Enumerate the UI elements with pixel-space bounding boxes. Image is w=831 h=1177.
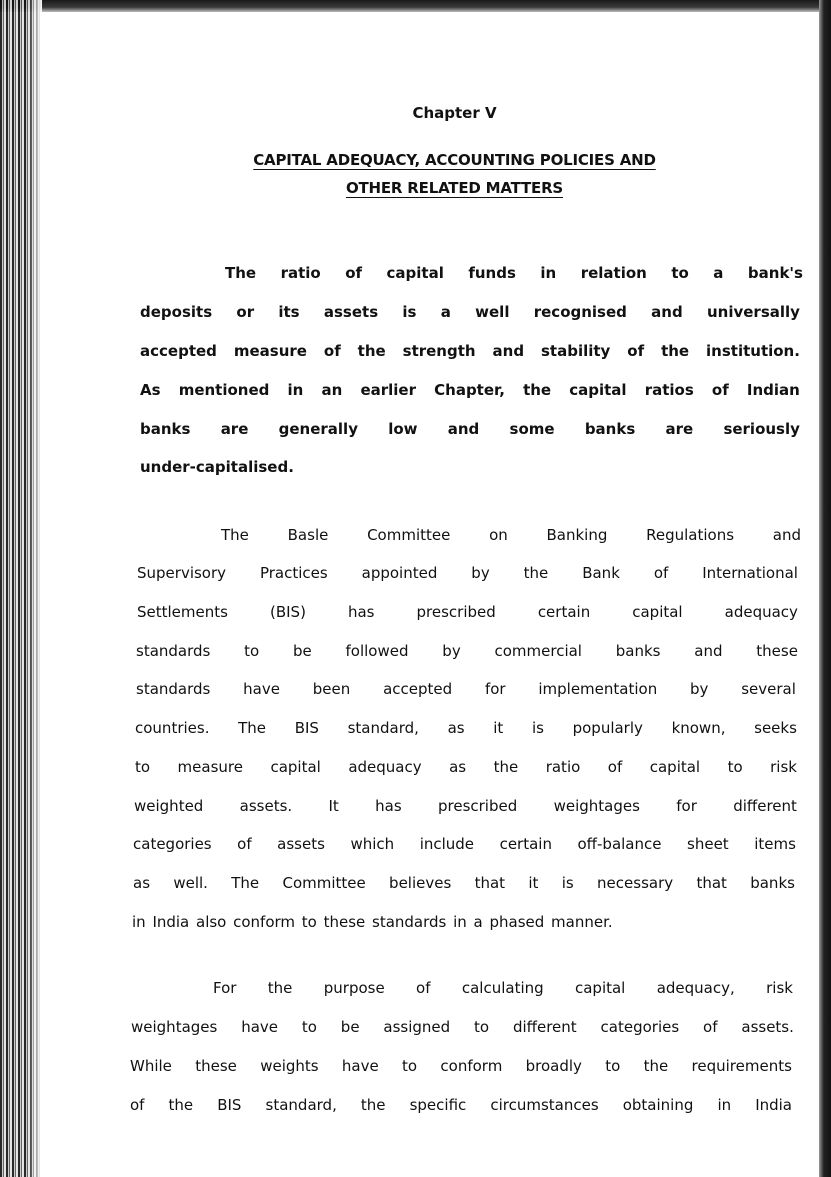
word: be <box>292 642 312 660</box>
word: countries. <box>135 719 210 737</box>
word: weightages <box>553 797 640 815</box>
word: banks <box>584 420 636 438</box>
word: are <box>220 420 249 438</box>
word: believes <box>389 874 452 892</box>
word: capital <box>270 758 321 776</box>
word: banks <box>615 642 661 660</box>
word: Basle <box>287 526 329 544</box>
word: are <box>665 420 694 438</box>
paragraph-1-line-5 <box>140 420 800 438</box>
word: It <box>328 797 339 815</box>
paragraph-2-line-10 <box>133 874 795 892</box>
word: and <box>772 526 801 544</box>
word: conform <box>440 1057 503 1075</box>
word: sheet <box>687 835 729 853</box>
word: measure <box>233 342 307 360</box>
word: for <box>676 797 697 815</box>
word: of <box>416 979 431 997</box>
paragraph-1-line-1 <box>225 264 803 282</box>
word: Chapter, <box>434 381 505 399</box>
word: India <box>152 913 190 931</box>
word: its <box>278 303 300 321</box>
word: followed <box>345 642 409 660</box>
paragraph-2-line-3 <box>137 603 798 621</box>
word: Banking <box>546 526 608 544</box>
word: ratio <box>280 264 321 282</box>
word: assigned <box>383 1018 451 1036</box>
word: has <box>375 797 402 815</box>
word: of <box>653 564 669 582</box>
word: obtaining <box>622 1096 694 1114</box>
word: of <box>703 1018 718 1036</box>
word: is <box>531 719 544 737</box>
word: banks <box>750 874 795 892</box>
word: institution. <box>706 342 800 360</box>
word: as <box>133 874 151 892</box>
word: assets. <box>741 1018 794 1036</box>
word: has <box>347 603 375 621</box>
word: well. <box>173 874 208 892</box>
word: risk <box>766 979 793 997</box>
paragraph-3-line-1 <box>213 979 793 997</box>
word: to <box>474 1018 490 1036</box>
word: popularly <box>572 719 643 737</box>
word: strength <box>402 342 476 360</box>
word: weighted <box>134 797 204 815</box>
word: The <box>221 526 249 544</box>
word: on <box>489 526 508 544</box>
word: implementation <box>538 680 658 698</box>
word: off-balance <box>577 835 662 853</box>
word: standard, <box>265 1096 337 1114</box>
word: deposits <box>140 303 213 321</box>
word: and <box>694 642 723 660</box>
word: Supervisory <box>137 564 227 582</box>
word: mentioned <box>178 381 270 399</box>
paragraph-1-line-3 <box>140 342 800 360</box>
paragraph-1-line-2 <box>140 303 800 321</box>
word: have <box>241 1018 279 1036</box>
word: (BIS) <box>269 603 306 621</box>
word: relation <box>580 264 647 282</box>
word: seriously <box>723 420 800 438</box>
word: to <box>605 1057 621 1075</box>
word: the <box>523 381 552 399</box>
word: items <box>754 835 796 853</box>
word: Regulations <box>646 526 735 544</box>
word: measure <box>177 758 243 776</box>
word: categories <box>133 835 212 853</box>
word: to <box>244 642 260 660</box>
word: the <box>357 342 386 360</box>
word: Bank <box>582 564 620 582</box>
word: have <box>341 1057 379 1075</box>
word: several <box>741 680 796 698</box>
word: circumstances <box>490 1096 599 1114</box>
word: the <box>168 1096 194 1114</box>
word: ratio <box>545 758 581 776</box>
word: the <box>267 979 293 997</box>
word: the <box>661 342 690 360</box>
paragraph-2-line-11 <box>132 913 795 931</box>
word: in <box>453 913 467 931</box>
word: of <box>345 264 363 282</box>
word: standard, <box>347 719 419 737</box>
word: as <box>449 758 467 776</box>
word: While <box>130 1057 172 1075</box>
word: For <box>213 979 237 997</box>
word: assets. <box>239 797 293 815</box>
word: weights <box>260 1057 319 1075</box>
word: universally <box>706 303 800 321</box>
word: seeks <box>754 719 797 737</box>
word: that <box>474 874 506 892</box>
word: prescribed <box>416 603 496 621</box>
word: accepted <box>140 342 217 360</box>
word: have <box>243 680 280 698</box>
word: for <box>484 680 506 698</box>
word: certain <box>537 603 591 621</box>
word: is <box>402 303 417 321</box>
word: to <box>301 1018 317 1036</box>
word: earlier <box>360 381 416 399</box>
word: Committee <box>367 526 451 544</box>
paragraph-2-line-8 <box>134 797 797 815</box>
word: in <box>287 381 304 399</box>
chapter-label: Chapter V <box>412 104 497 122</box>
word: The <box>225 264 257 282</box>
word: prescribed <box>437 797 518 815</box>
paragraph-2-line-6 <box>135 719 797 737</box>
word: India <box>755 1096 792 1114</box>
word: in <box>540 264 557 282</box>
word: of <box>627 342 645 360</box>
word: appointed <box>361 564 438 582</box>
document-page <box>40 12 819 1177</box>
word: broadly <box>525 1057 582 1075</box>
word: certain <box>499 835 552 853</box>
word: weightages <box>131 1018 218 1036</box>
word: the <box>523 564 549 582</box>
word: of <box>130 1096 145 1114</box>
word: different <box>733 797 797 815</box>
word: that <box>696 874 727 892</box>
word: a <box>713 264 724 282</box>
word: of <box>323 342 341 360</box>
word: BIS <box>217 1096 242 1114</box>
word: standards <box>136 642 211 660</box>
word: purpose <box>323 979 385 997</box>
paragraph-2-line-9 <box>133 835 796 853</box>
word: Practices <box>259 564 328 582</box>
word: a <box>440 303 451 321</box>
word: manner. <box>551 913 613 931</box>
word: phased <box>489 913 545 931</box>
word: it <box>493 719 504 737</box>
word: specific <box>409 1096 467 1114</box>
word: is <box>561 874 574 892</box>
word: by <box>471 564 490 582</box>
word: include <box>419 835 475 853</box>
word: the <box>360 1096 386 1114</box>
word: risk <box>770 758 797 776</box>
word: and <box>447 420 480 438</box>
chapter-title-line-1: CAPITAL ADEQUACY, ACCOUNTING POLICIES AND <box>253 151 656 169</box>
scan-top-border <box>0 0 831 12</box>
word: to <box>402 1057 418 1075</box>
word: the <box>493 758 519 776</box>
paragraph-2-line-7 <box>135 758 797 776</box>
word: low <box>388 420 418 438</box>
word: generally <box>278 420 358 438</box>
word: adequacy <box>724 603 798 621</box>
paragraph-3-line-3 <box>130 1057 792 1075</box>
word: of <box>711 381 729 399</box>
paragraph-2-line-1 <box>221 526 801 544</box>
word: capital <box>569 381 627 399</box>
word: known, <box>671 719 726 737</box>
word: assets <box>277 835 325 853</box>
word: of <box>237 835 252 853</box>
word: to <box>301 913 317 931</box>
paragraph-1-line-4 <box>140 381 800 399</box>
word: The <box>231 874 260 892</box>
word: and <box>492 342 525 360</box>
word: it <box>528 874 539 892</box>
paragraph-2-line-5 <box>136 680 796 698</box>
word: which <box>350 835 395 853</box>
word: the <box>643 1057 669 1075</box>
word: commercial <box>494 642 582 660</box>
word: of <box>607 758 623 776</box>
word: and <box>651 303 683 321</box>
paragraph-2-line-2 <box>137 564 798 582</box>
word: Settlements <box>137 603 228 621</box>
word: by <box>690 680 709 698</box>
word: in <box>132 913 146 931</box>
word: to <box>671 264 689 282</box>
word: ratios <box>644 381 694 399</box>
word: these <box>323 913 366 931</box>
word: capital <box>649 758 701 776</box>
word: As <box>140 381 161 399</box>
word: under-capitalised. <box>140 458 294 476</box>
word: bank's <box>747 264 803 282</box>
word: accepted <box>383 680 453 698</box>
word: International <box>702 564 798 582</box>
word: The <box>238 719 267 737</box>
paragraph-1-line-6 <box>140 458 800 476</box>
scan-right-border <box>819 0 831 1177</box>
word: these <box>195 1057 237 1075</box>
word: assets <box>323 303 379 321</box>
word: by <box>442 642 461 660</box>
word: funds <box>468 264 516 282</box>
word: categories <box>600 1018 680 1036</box>
word: to <box>727 758 743 776</box>
word: these <box>756 642 798 660</box>
paragraph-3-line-2 <box>131 1018 794 1036</box>
word: Committee <box>282 874 366 892</box>
word: conform <box>233 913 296 931</box>
paragraph-3-line-4 <box>130 1096 792 1114</box>
word: also <box>196 913 227 931</box>
word: capital <box>386 264 444 282</box>
word: BIS <box>294 719 319 737</box>
word: calculating <box>461 979 544 997</box>
word: an <box>321 381 343 399</box>
word: some <box>509 420 555 438</box>
word: requirements <box>691 1057 792 1075</box>
word: a <box>473 913 483 931</box>
word: well <box>475 303 510 321</box>
word: as <box>447 719 465 737</box>
word: been <box>312 680 351 698</box>
word: capital <box>632 603 683 621</box>
word: to <box>135 758 151 776</box>
word: in <box>717 1096 732 1114</box>
paragraph-2-line-4 <box>136 642 798 660</box>
word: Indian <box>746 381 800 399</box>
word: recognised <box>533 303 627 321</box>
word: be <box>340 1018 360 1036</box>
word: capital <box>574 979 626 997</box>
word: standards <box>136 680 211 698</box>
word: stability <box>541 342 611 360</box>
word: different <box>512 1018 577 1036</box>
word: standards <box>372 913 447 931</box>
word: adequacy, <box>656 979 735 997</box>
word: adequacy <box>348 758 422 776</box>
word: banks <box>140 420 191 438</box>
word: necessary <box>597 874 674 892</box>
word: or <box>236 303 255 321</box>
chapter-title-line-2: OTHER RELATED MATTERS <box>345 179 564 197</box>
